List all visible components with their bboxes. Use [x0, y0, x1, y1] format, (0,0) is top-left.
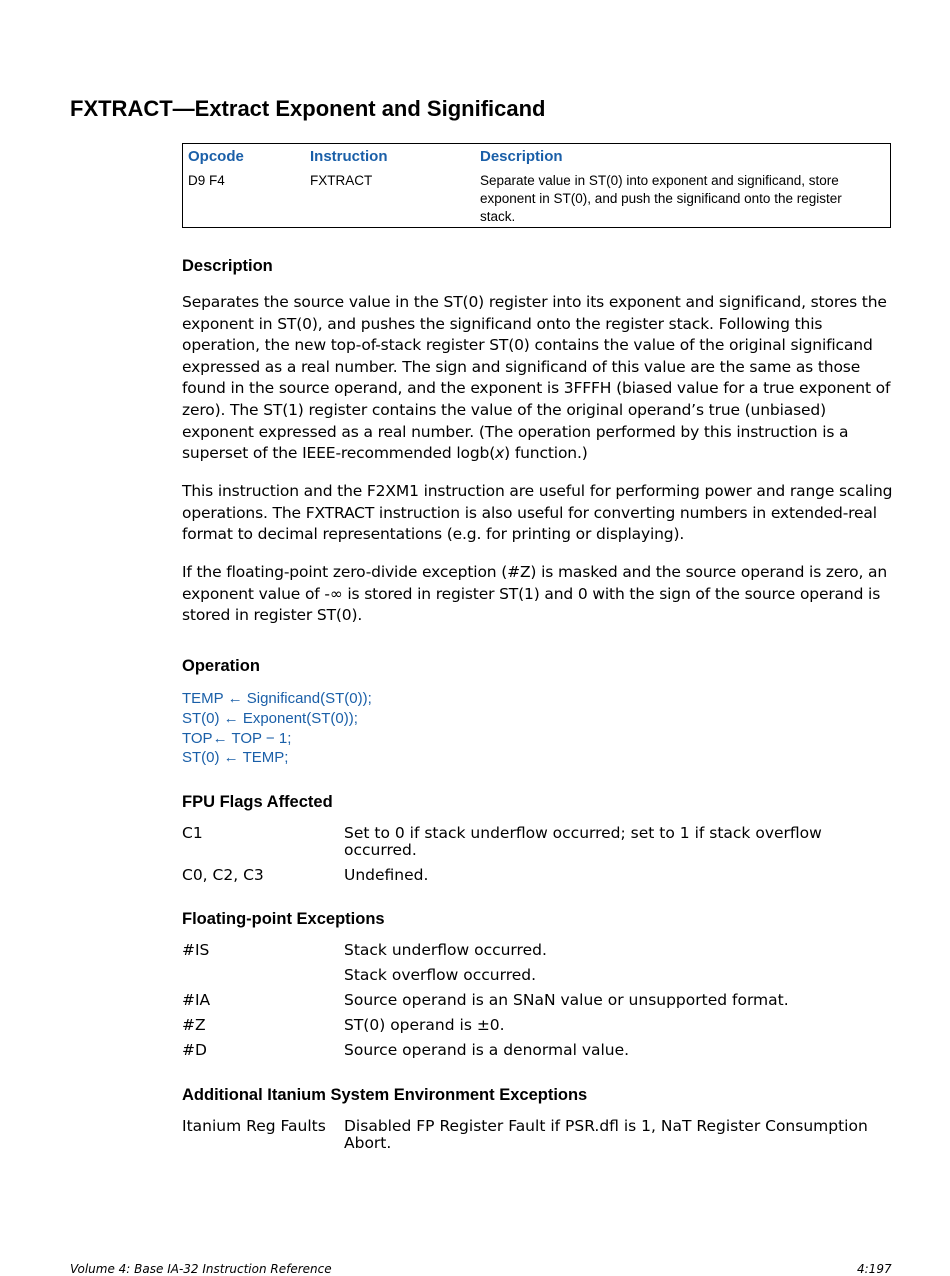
exception-code: #Z: [182, 1016, 206, 1034]
code-line: ST(0) ← TEMP;: [182, 749, 289, 767]
exception-description: Stack overflow occurred.: [344, 966, 537, 984]
fpu-flags-heading: FPU Flags Affected: [182, 793, 333, 811]
itanium-exceptions-heading: Additional Itanium System Environment Exceptions: [182, 1086, 588, 1104]
exception-description: Source operand is a denormal value.: [344, 1041, 630, 1059]
footer-page-number: 4:197: [857, 1262, 892, 1276]
code-line: ST(0) ← Exponent(ST(0));: [182, 709, 358, 727]
exception-description: Source operand is an SNaN value or unsupported format.: [344, 991, 789, 1009]
description-paragraph-2: This instruction and the F2XM1 instruction are useful for performing power and range scaling operations. The FXTRACT instruction is also useful for converting numbers in extended-real format to decimal representations (e.g. for printing or displaying).: [182, 482, 893, 544]
flag-name: C0, C2, C3: [182, 866, 264, 884]
exception-description: Stack underflow occurred.: [344, 941, 547, 959]
itanium-exception-code: Itanium Reg Faults: [182, 1117, 326, 1135]
code-line: TOP← TOP − 1;: [182, 729, 292, 747]
description-text-1b: ) function.): [504, 444, 588, 463]
instruction-header: Instruction: [310, 148, 388, 165]
instruction-cell: FXTRACT: [310, 173, 373, 188]
description-variable-x: x: [495, 444, 505, 463]
exception-description: ST(0) operand is ±0.: [344, 1016, 505, 1034]
exception-code: #D: [182, 1041, 207, 1059]
description-heading: Description: [182, 257, 273, 275]
description-paragraph-1: [182, 292, 897, 465]
opcode-table: [182, 143, 891, 228]
page-title: FXTRACT—Extract Exponent and Significand: [70, 96, 546, 121]
flag-description: Set to 0 if stack underflow occurred; set to 1 if stack overflow occurred.: [344, 824, 822, 859]
description-text-1a: Separates the source value in the ST(0) register into its exponent and significand, stores the exponent in ST(0), and pushes the significand onto the register stack. Following this operation, the new top-of-stack register ST(0) contains the value of the original significand expressed as a real number. The sign and significand of this value are the same as those found in the source operand, and the exponent is 3FFFH (biased value for a true exponent of zero). The ST(1) register contains the value of the original operand’s true (unbiased) exponent expressed as a real number. (The operation performed by this instruction is a superset of the IEEE-recommended logb(: [182, 293, 891, 463]
footer-volume: Volume 4: Base IA-32 Instruction Reference: [70, 1262, 332, 1276]
opcode-header: Opcode: [188, 148, 244, 165]
fp-exceptions-heading: Floating-point Exceptions: [182, 910, 385, 928]
operation-code: [182, 689, 372, 768]
flag-description: Undefined.: [344, 866, 429, 884]
description-header: Description: [480, 148, 563, 165]
exception-code: #IS: [182, 941, 210, 959]
itanium-exception-description: Disabled FP Register Fault if PSR.dfl is 1, NaT Register Consumption Abort.: [344, 1117, 868, 1152]
opcode-cell: D9 F4: [188, 173, 225, 188]
description-paragraph-3: If the floating-point zero-divide exception (#Z) is masked and the source operand is zero, an exponent value of -∞ is stored in register ST(1) and 0 with the sign of the source operand is stored in register ST(0).: [182, 563, 888, 625]
flag-name: C1: [182, 824, 203, 842]
code-line: TEMP ← Significand(ST(0));: [182, 690, 372, 707]
operation-heading: Operation: [182, 657, 260, 675]
description-cell: Separate value in ST(0) into exponent and significand, store exponent in ST(0), and push the significand onto the register stack.: [480, 173, 842, 224]
exception-code: #IA: [182, 991, 211, 1009]
